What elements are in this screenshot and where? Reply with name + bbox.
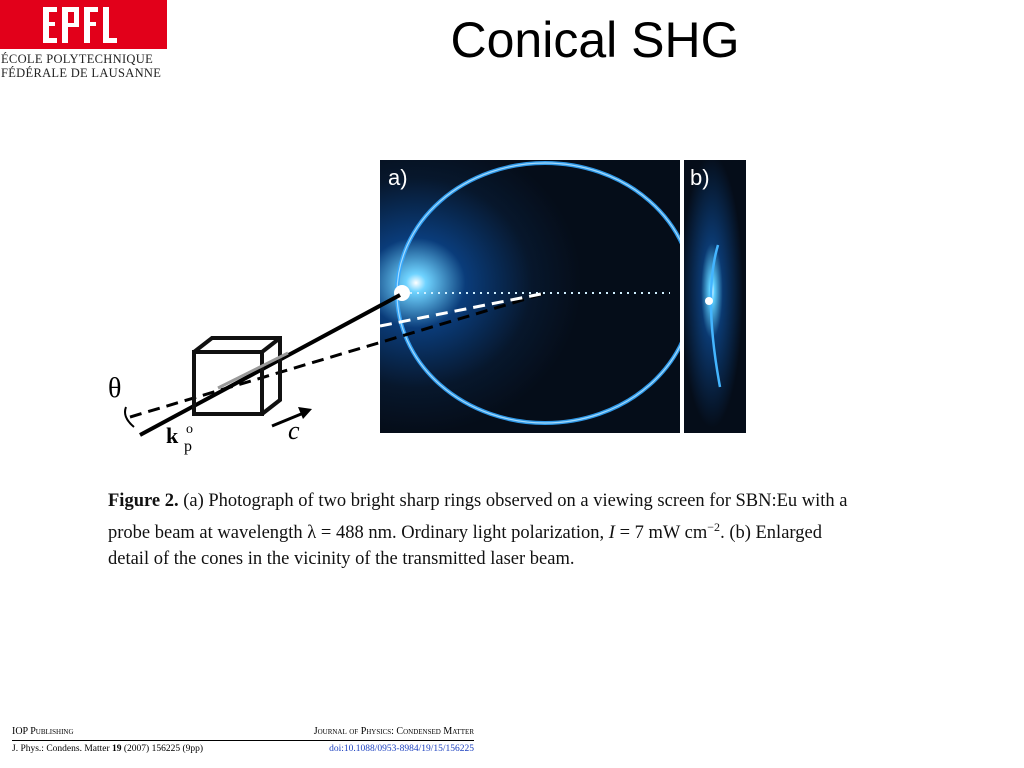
epfl-wordmark: [1, 52, 171, 80]
k-vector-sub: p: [184, 438, 192, 455]
citation-text-b: (2007) 156225 (9pp): [121, 744, 204, 754]
figure-caption: [108, 488, 948, 572]
slide-title: Conical SHG: [450, 12, 740, 68]
caption-line-2c: . (b) Enlarged: [720, 523, 822, 544]
citation-volume: 19: [112, 744, 122, 754]
caption-lead: Figure 2.: [108, 491, 179, 511]
panel-divider: [680, 160, 684, 433]
epfl-logo: [0, 0, 167, 49]
panel-b-photo: [684, 160, 746, 433]
caption-line-2a: probe beam at wavelength λ = 488 nm. Ordinary light polarization,: [108, 523, 609, 544]
journal-citation-row: [12, 744, 474, 758]
k-vector-label: k: [166, 423, 179, 448]
epfl-logo-mark: [0, 0, 167, 49]
caption-line-2b: = 7 mW cm: [614, 523, 708, 544]
panel-a-label: a): [388, 165, 408, 190]
theta-label: θ: [108, 373, 122, 404]
doi-link[interactable]: doi:10.1088/0953-8984/19/15/156225: [329, 744, 474, 754]
caption-intensity-symbol: I: [608, 523, 615, 544]
logo-line-1: ÉCOLE POLYTECHNIQUE: [1, 52, 154, 66]
panel-b-label: b): [690, 165, 710, 190]
probe-beam-line: [140, 295, 400, 435]
figure-2: [100, 155, 760, 455]
caption-line-1: (a) Photograph of two bright sharp rings observed on a viewing screen for SBN:Eu with a: [178, 491, 848, 511]
caption-exponent: −2: [707, 520, 721, 534]
k-vector-sup: o: [186, 422, 193, 437]
logo-line-2: FÉDÉRALE DE LAUSANNE: [1, 66, 162, 80]
journal-header: [12, 726, 474, 741]
c-axis-label: c: [288, 416, 300, 445]
citation-text-a: J. Phys.: Condens. Matter: [12, 744, 113, 754]
publisher-name: IOP Publishing: [12, 726, 74, 737]
beam-inside-crystal: [218, 353, 288, 388]
caption-line-3: detail of the cones in the vicinity of the transmitted laser beam.: [108, 549, 575, 570]
journal-name: Journal of Physics: Condensed Matter: [313, 726, 474, 737]
citation: [12, 744, 203, 754]
